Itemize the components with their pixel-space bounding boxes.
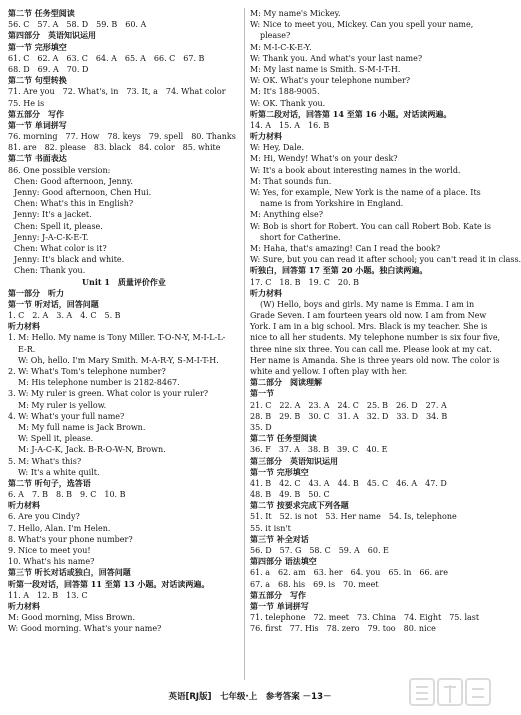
right-column-line: M: M-I-C-K-E-Y. — [250, 42, 312, 52]
right-column — [250, 8, 521, 635]
right-column-line: 56. D 57. G 58. C 59. A 60. E — [250, 546, 389, 555]
left-column-line: 3. W: My ruler is green. What color is your ruler? — [8, 389, 209, 399]
left-column-line: 6. Are you Cindy? — [8, 512, 80, 522]
right-column-line: nice to all her students. My telephone number is six four five, — [250, 333, 501, 343]
left-column-line: 6. A 7. B 8. B 9. C 10. B — [8, 490, 126, 500]
right-column-line: please? — [260, 31, 291, 41]
left-column-line: 第二节 句型转换 — [8, 75, 67, 86]
left-column-line: 7. Hello, Alan. I'm Helen. — [8, 523, 111, 533]
left-column-line: 第二节 听句子，选答语 — [8, 477, 91, 488]
left-column-line: M: Good morning, Miss Brown. — [8, 613, 135, 623]
right-column-line: 听独白，回答第 17 至第 20 小题。独白读两遍。 — [250, 265, 428, 276]
left-column-line: 听力材料 — [8, 321, 40, 332]
left-column-line: W: Spell it, please. — [18, 434, 94, 444]
page-footer: 英语[RJ版] 七年级·上 参考答案 －13－ — [168, 692, 332, 702]
right-column-line: 21. C 22. A 23. A 24. C 25. B 26. D 27. A — [250, 400, 447, 410]
right-column-line: three nine six three. You can call me. Please look at my cat. — [250, 344, 492, 354]
right-column-line: M: Hi, Wendy! What's on your desk? — [250, 154, 398, 164]
right-column-line: W: It's a book about interesting names in the world. — [250, 165, 461, 175]
left-column-line: 第一节 单词拼写 — [8, 119, 67, 130]
right-column-line: 第五部分 写作 — [250, 589, 306, 600]
left-column-line: Chen: What's this in English? — [14, 199, 134, 209]
left-column-line: 第一节 听对话，回答问题 — [8, 298, 99, 309]
left-column-line: 68. D 69. A 70. D — [8, 64, 89, 74]
right-column-line: 听力材料 — [250, 287, 282, 298]
right-column-line: 第四部分 语法填空 — [250, 556, 317, 567]
right-column-line: 第一节 完形填空 — [250, 466, 309, 477]
left-column-line: 9. Nice to meet you! — [8, 546, 91, 555]
left-column-line: Chen: Spell it, please. — [14, 221, 103, 231]
right-column-line: short for Catherine. — [260, 232, 341, 242]
left-column-line: W: It's a white quilt. — [18, 467, 100, 477]
right-column-line: 71. telephone 72. meet 73. China 74. Eight 75. last — [250, 613, 480, 623]
left-column-line: E-R. — [18, 344, 36, 354]
left-column-line: M: My ruler is yellow. — [18, 400, 107, 410]
right-column-line: 听第二段对话，回答第 14 至第 16 小题。对话读两遍。 — [250, 108, 452, 119]
left-column-line: 11. A 12. B 13. C — [8, 590, 88, 600]
right-column-line: 76. first 77. His 78. zero 79. too 80. nice — [250, 624, 436, 634]
right-column-line: (W) Hello, boys and girls. My name is Emma. I am in — [260, 299, 475, 309]
right-column-line: W: Thank you. And what's your last name? — [250, 53, 423, 63]
left-column-line: Jenny: It's a jacket. — [14, 210, 92, 220]
right-column-line: white and yellow. I often play with her. — [250, 367, 408, 376]
right-column-line: 第二节 按要求完成下列各题 — [250, 500, 349, 511]
right-column-line: 51. It 52. is not 53. Her name 54. Is, telephone — [250, 512, 457, 522]
left-column-line: 第二节 书面表达 — [8, 153, 67, 164]
left-column-line: 第四部分 英语知识运用 — [8, 30, 96, 41]
left-column-line: 75. He is — [8, 98, 45, 108]
right-column-line: 55. it isn't — [250, 523, 291, 533]
left-column-line: Chen: What color is it? — [14, 243, 107, 253]
left-column-line: 4. W: What's your full name? — [8, 411, 125, 421]
left-column-line: 86. One possible version: — [8, 165, 111, 175]
left-column-line: Jenny: J-A-C-K-E-T. — [14, 232, 89, 242]
left-column-line: Jenny: It's black and white. — [14, 255, 125, 265]
left-column-line: 8. What's your phone number? — [8, 534, 133, 544]
left-column-line: Chen: Thank you. — [14, 266, 86, 276]
left-column-line: 第二节 任务型阅读 — [8, 8, 75, 18]
left-column-line: W: Good morning. What's your name? — [8, 624, 162, 634]
right-column-line: Her name is Amanda. She is three years old now. The color is — [250, 355, 500, 365]
left-column-line: W: Oh, hello. I'm Mary Smith. M-A-R-Y, S-M-I-T-H. — [18, 355, 219, 365]
right-column-line: 28. B 29. B 30. C 31. A 32. D 33. D 34. B — [250, 411, 448, 421]
left-column-line: 2. W: What's Tom's telephone number? — [8, 367, 166, 376]
left-column-line: Jenny: Good afternoon, Chen Hui. — [14, 188, 152, 197]
right-column-line: W: Hey, Dale. — [250, 143, 305, 153]
right-column-line: 48. B 49. B 50. C — [250, 490, 330, 500]
right-column-line: M: It's 188-9005. — [250, 87, 320, 97]
left-column-line: 56. C 57. A 58. D 59. B 60. A — [8, 20, 147, 30]
left-column-line: M: J-A-C-K, Jack. B-R-O-W-N, Brown. — [18, 445, 166, 455]
right-column-line: Grade Seven. I am fourteen years old now. I am from New — [250, 311, 487, 321]
left-column-line: 81. are 82. please 83. black 84. color 85. white — [8, 143, 221, 153]
left-column-line: 第五部分 写作 — [8, 108, 64, 119]
right-column-line: 第二部分 阅读理解 — [250, 377, 322, 388]
left-column-line: Chen: Good afternoon, Jenny. — [14, 176, 133, 186]
right-column-line: 第一节 单词拼写 — [250, 600, 309, 611]
left-column-line: 第三节 听长对话或独白，回答问题 — [8, 567, 131, 578]
right-column-line: M: Anything else? — [250, 210, 324, 220]
right-column-line: M: My name's Mickey. — [250, 9, 341, 18]
left-column-line: 76. morning 77. How 78. keys 79. spell 80. Thanks — [8, 132, 236, 142]
right-column-line: 第二节 任务型阅读 — [250, 433, 317, 444]
right-column-line: name is from Yorkshire in England. — [260, 199, 404, 209]
right-column-line: M: That sounds fun. — [250, 176, 332, 186]
right-column-line: W: Sure, but you can read it after school; you can't read it in class. — [250, 255, 521, 265]
left-column-line: M: My full name is Jack Brown. — [18, 422, 146, 432]
left-column-line: 10. What's his name? — [8, 557, 95, 567]
right-column-line: W: OK. Thank you. — [250, 98, 326, 108]
column-divider — [244, 8, 245, 680]
logo-stamp-icon — [408, 675, 494, 711]
right-column-line: 第一节 — [250, 388, 274, 399]
right-column-line: 听力材料 — [250, 131, 282, 142]
left-column-line: M: His telephone number is 2182-8467. — [18, 378, 180, 388]
right-column-line: W: Nice to meet you, Mickey. Can you spell your name, — [250, 20, 474, 30]
left-column-line: 第一节 完形填空 — [8, 41, 67, 52]
left-column — [8, 8, 240, 635]
left-column-line: 1. M: Hello. My name is Tony Miller. T-O-N-Y, M-I-L-L- — [8, 333, 226, 343]
left-column-line: 5. M: What's this? — [8, 456, 82, 466]
left-column-line: 第一部分 听力 — [8, 287, 64, 298]
right-column-line: M: My last name is Smith. S-M-I-T-H. — [250, 64, 401, 74]
right-column-line: M: Haha, that's amazing! Can I read the book? — [250, 243, 441, 253]
right-column-line: 67. a 68. his 69. is 70. meet — [250, 579, 379, 589]
right-column-line: 17. C 18. B 19. C 20. B — [250, 277, 360, 287]
left-column-line: 61. C 62. A 63. C 64. A 65. A 66. C 67. B — [8, 53, 205, 63]
left-column-line: 听第一段对话，回答第 11 至第 13 小题。对话读两遍。 — [8, 578, 210, 589]
right-column-line: 35. D — [250, 422, 272, 432]
right-column-line: W: Bob is short for Robert. You can call Robert Bob. Kate is — [250, 221, 491, 231]
left-column-line: 1. C 2. A 3. A 4. C 5. B — [8, 311, 121, 321]
right-column-line: 41. B 42. C 43. A 44. B 45. C 46. A 47. D — [250, 478, 447, 488]
right-column-line: 第三部分 英语知识运用 — [250, 455, 338, 466]
left-column-line: Unit 1 质量评价作业 — [82, 276, 166, 287]
right-column-line: 14. A 15. A 16. B — [250, 120, 330, 130]
left-column-line: 听力材料 — [8, 500, 40, 511]
right-column-line: 第三节 补全对话 — [250, 533, 309, 544]
right-column-line: W: OK. What's your telephone number? — [250, 76, 411, 86]
right-column-line: W: Yes, for example, New York is the name of a place. Its — [250, 188, 481, 197]
right-column-line: York. I am in a big school. Mrs. Black is my teacher. She is — [250, 322, 488, 332]
right-column-line: 61. a 62. am 63. her 64. you 65. in 66. are — [250, 568, 448, 578]
left-column-line: 71. Are you 72. What's, in 73. It, a 74. What color — [8, 87, 226, 97]
left-column-line: 听力材料 — [8, 600, 40, 611]
right-column-line: 36. F 37. A 38. B 39. C 40. E — [250, 445, 388, 455]
